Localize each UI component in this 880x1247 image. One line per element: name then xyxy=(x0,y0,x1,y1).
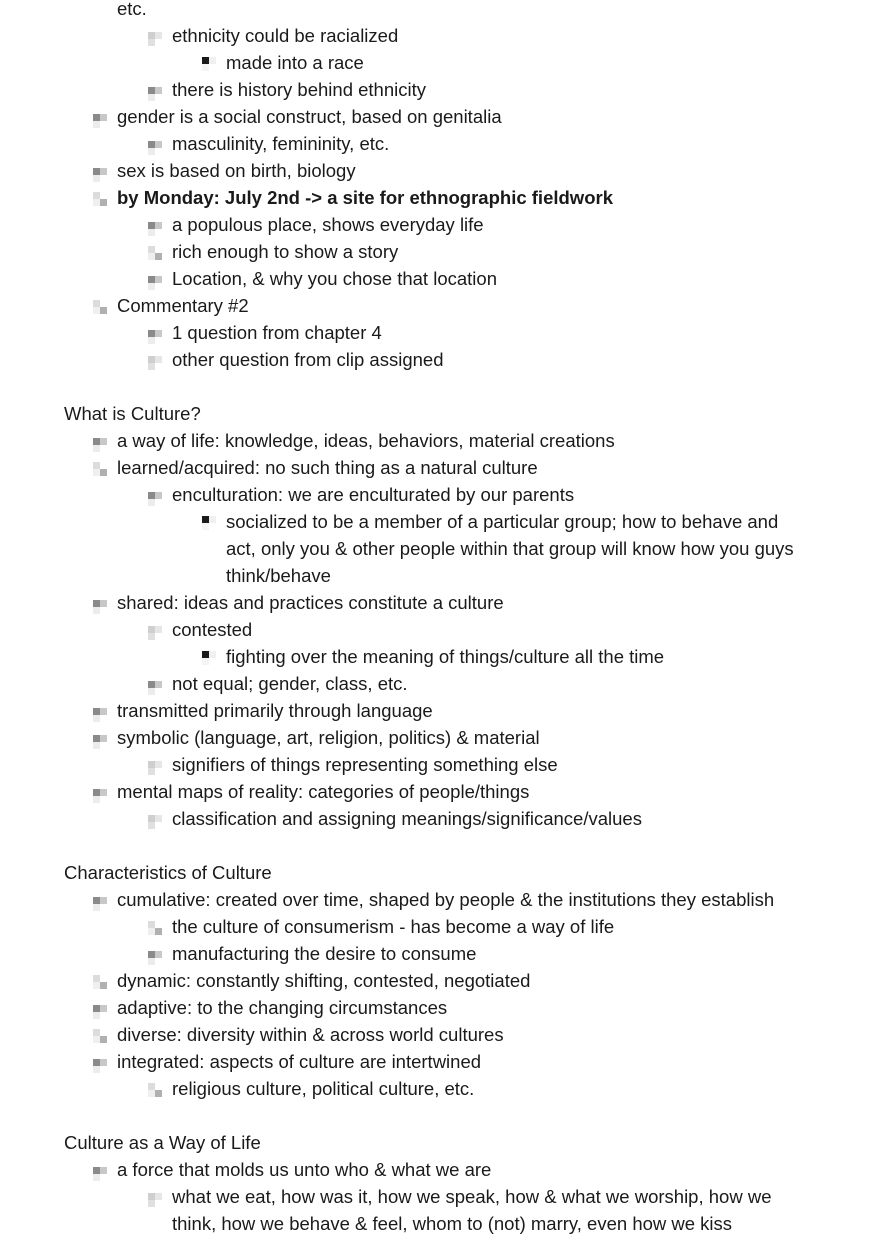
bullet-icon xyxy=(93,462,108,477)
item-text: a force that molds us unto who & what we are xyxy=(117,1159,492,1180)
item-text: 1 question from chapter 4 xyxy=(172,322,382,343)
spacer xyxy=(0,1102,880,1129)
bullet-icon xyxy=(93,732,108,747)
list-item xyxy=(0,805,880,832)
list-item xyxy=(0,130,880,157)
list-item xyxy=(0,886,880,913)
bullet-icon xyxy=(148,327,163,342)
bullet-icon xyxy=(202,516,217,531)
list-item xyxy=(0,427,880,454)
item-text: Commentary #2 xyxy=(117,295,249,316)
item-text: mental maps of reality: categories of people/things xyxy=(117,781,530,802)
list-item xyxy=(0,1048,880,1075)
item-text: a populous place, shows everyday life xyxy=(172,214,484,235)
item-text: fighting over the meaning of things/culture all the time xyxy=(226,646,665,667)
list-item xyxy=(0,508,806,589)
item-text: sex is based on birth, biology xyxy=(117,160,356,181)
item-text: the culture of consumerism - has become a way of life xyxy=(172,916,615,937)
list-item xyxy=(0,184,880,211)
item-text: etc. xyxy=(117,0,147,19)
item-text: diverse: diversity within & across world cultures xyxy=(117,1024,504,1045)
bullet-icon xyxy=(148,30,163,45)
section-heading xyxy=(0,1129,880,1156)
list-item xyxy=(0,616,880,643)
list-item xyxy=(0,211,880,238)
item-text: gender is a social construct, based on genitalia xyxy=(117,106,502,127)
list-item xyxy=(0,481,880,508)
list-item xyxy=(0,292,880,319)
item-text: rich enough to show a story xyxy=(172,241,399,262)
section-heading xyxy=(0,859,880,886)
bullet-icon xyxy=(148,678,163,693)
list-item xyxy=(0,76,880,103)
item-text: Location, & why you chose that location xyxy=(172,268,497,289)
bullet-icon xyxy=(93,111,108,126)
list-item xyxy=(0,238,880,265)
bullet-icon xyxy=(93,597,108,612)
bullet-icon xyxy=(93,165,108,180)
spacer xyxy=(0,373,880,400)
bullet-icon xyxy=(148,273,163,288)
bullet-icon xyxy=(148,1191,163,1206)
item-text: classification and assigning meanings/significance/values xyxy=(172,808,642,829)
bullet-icon xyxy=(148,354,163,369)
bullet-icon xyxy=(148,138,163,153)
bullet-icon xyxy=(148,813,163,828)
item-text: there is history behind ethnicity xyxy=(172,79,426,100)
bullet-icon xyxy=(148,921,163,936)
bullet-icon xyxy=(148,246,163,261)
bullet-icon xyxy=(148,84,163,99)
item-text: ethnicity could be racialized xyxy=(172,25,399,46)
bullet-icon xyxy=(93,1002,108,1017)
item-text: a way of life: knowledge, ideas, behaviors, material creations xyxy=(117,430,615,451)
item-text: other question from clip assigned xyxy=(172,349,444,370)
bullet-icon xyxy=(93,975,108,990)
heading-text: Characteristics of Culture xyxy=(64,862,272,883)
list-item xyxy=(0,994,880,1021)
item-text: contested xyxy=(172,619,253,640)
list-item xyxy=(0,22,880,49)
item-text: learned/acquired: no such thing as a natural culture xyxy=(117,457,538,478)
list-item xyxy=(0,1021,880,1048)
item-text: symbolic (language, art, religion, politics) & material xyxy=(117,727,540,748)
bullet-icon xyxy=(202,651,217,666)
list-item xyxy=(0,724,880,751)
item-text: signifiers of things representing something else xyxy=(172,754,558,775)
list-item xyxy=(0,643,880,670)
bullet-icon xyxy=(93,192,108,207)
list-item xyxy=(0,1183,812,1237)
bullet-icon xyxy=(93,894,108,909)
bullet-icon xyxy=(148,489,163,504)
bullet-icon xyxy=(93,786,108,801)
item-text: not equal; gender, class, etc. xyxy=(172,673,408,694)
item-text: integrated: aspects of culture are intertwined xyxy=(117,1051,482,1072)
list-item xyxy=(0,589,880,616)
list-item xyxy=(0,751,880,778)
item-text: what we eat, how was it, how we speak, how & what we worship, how we think, how we behave & feel, whom to (not) marry, even how we kiss xyxy=(172,1186,772,1234)
list-item xyxy=(0,778,880,805)
list-item xyxy=(0,319,880,346)
list-item xyxy=(0,967,880,994)
list-item xyxy=(0,346,880,373)
bullet-icon xyxy=(148,948,163,963)
spacer xyxy=(0,832,880,859)
list-item xyxy=(0,913,880,940)
bullet-icon xyxy=(93,1056,108,1071)
bullet-icon xyxy=(93,1164,108,1179)
list-item xyxy=(0,670,880,697)
item-text: masculinity, femininity, etc. xyxy=(172,133,390,154)
list-item xyxy=(0,49,880,76)
item-text: dynamic: constantly shifting, contested, negotiated xyxy=(117,970,531,991)
section-heading xyxy=(0,400,880,427)
bullet-icon xyxy=(148,759,163,774)
list-item xyxy=(0,1075,880,1102)
bullet-icon xyxy=(93,1029,108,1044)
list-item xyxy=(0,103,880,130)
list-item xyxy=(0,1156,880,1183)
item-text: adaptive: to the changing circumstances xyxy=(117,997,448,1018)
heading-text: What is Culture? xyxy=(64,403,201,424)
item-text: enculturation: we are enculturated by our parents xyxy=(172,484,575,505)
bullet-icon xyxy=(148,624,163,639)
bullet-icon xyxy=(202,57,217,72)
bullet-icon xyxy=(93,705,108,720)
item-text: religious culture, political culture, etc. xyxy=(172,1078,475,1099)
bullet-icon xyxy=(93,300,108,315)
item-text: shared: ideas and practices constitute a culture xyxy=(117,592,504,613)
item-text: socialized to be a member of a particular group; how to behave and act, only you & other people within that group will know how you guys think/behave xyxy=(226,511,794,586)
item-text: transmitted primarily through language xyxy=(117,700,433,721)
heading-text: Culture as a Way of Life xyxy=(64,1132,261,1153)
item-text: made into a race xyxy=(226,52,364,73)
list-item xyxy=(0,0,880,22)
item-text: manufacturing the desire to consume xyxy=(172,943,477,964)
bullet-icon xyxy=(148,1083,163,1098)
list-item xyxy=(0,454,880,481)
bullet-icon xyxy=(148,219,163,234)
list-item xyxy=(0,157,880,184)
list-item xyxy=(0,265,880,292)
list-item xyxy=(0,940,880,967)
deadline-text: by Monday: July 2nd -> a site for ethnographic fieldwork xyxy=(117,187,613,208)
bullet-icon xyxy=(93,435,108,450)
item-text: cumulative: created over time, shaped by people & the institutions they establish xyxy=(117,889,775,910)
list-item xyxy=(0,697,880,724)
